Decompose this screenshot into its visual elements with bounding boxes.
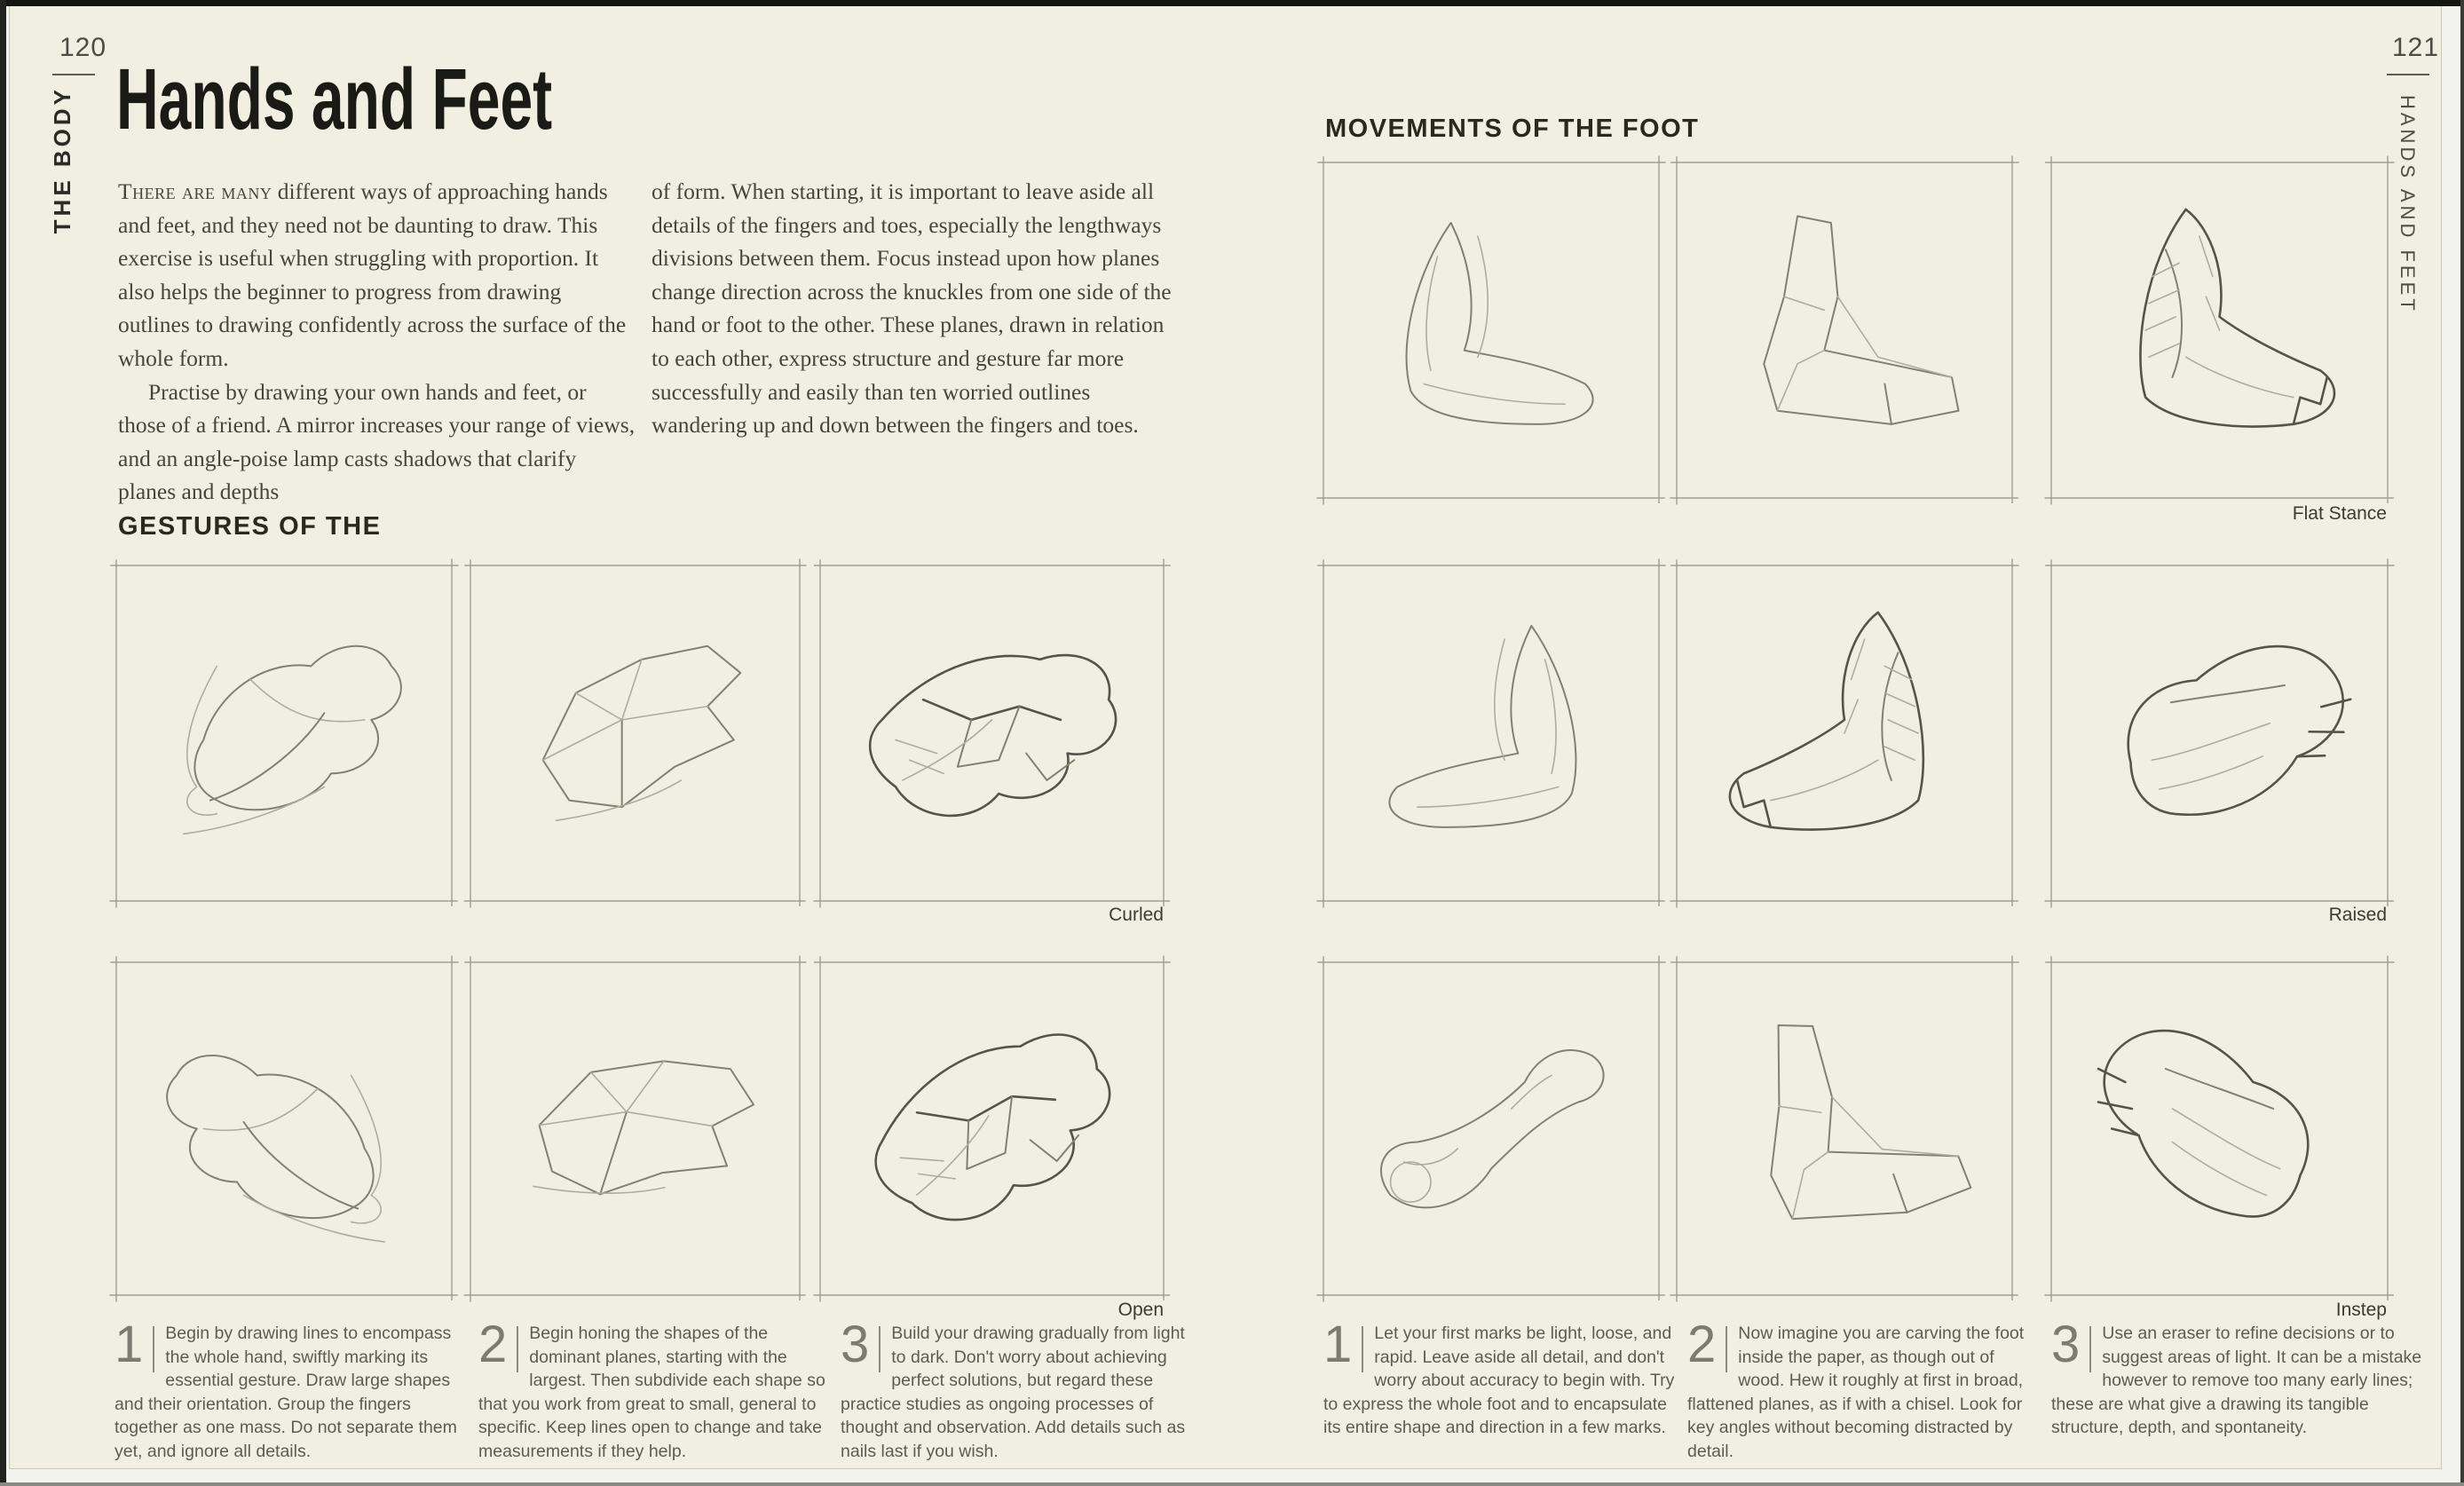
page-number-rule-right xyxy=(2387,74,2429,75)
foot-sketch-top-dark xyxy=(2051,565,2388,901)
hand-sketch-open xyxy=(820,962,1164,1295)
section-heading-movements: MOVEMENTS OF THE FOOT xyxy=(1325,115,1700,143)
sketch-panel-foot-6 xyxy=(2051,565,2388,901)
sketch-panel-hand-6 xyxy=(820,962,1164,1295)
step-number-divider xyxy=(2089,1326,2091,1372)
foot-sketch-front-dark xyxy=(1677,565,2012,901)
caption-curled: Curled xyxy=(1109,905,1164,925)
foot-sketch-sole-dark xyxy=(2051,962,2388,1295)
step-right-3 xyxy=(2051,1316,2435,1440)
step-right-1 xyxy=(1323,1316,1678,1440)
step-number: 3 xyxy=(841,1324,881,1372)
sketch-panel-foot-2 xyxy=(1677,162,2012,498)
step-number: 2 xyxy=(1687,1324,1727,1372)
sketch-panel-foot-5 xyxy=(1677,565,2012,901)
step-left-3 xyxy=(841,1316,1194,1464)
caption-instep: Instep xyxy=(2335,1300,2387,1320)
page-spread xyxy=(10,6,2441,1468)
step-number-divider xyxy=(879,1326,881,1372)
sketch-panel-hand-2 xyxy=(470,565,800,901)
step-number: 3 xyxy=(2051,1324,2091,1372)
step-number: 1 xyxy=(115,1324,154,1372)
hand-sketch-planes-2 xyxy=(470,962,800,1295)
page-number-right: 121 xyxy=(2392,33,2440,62)
side-label-the-body: THE BODY xyxy=(49,86,75,234)
sketch-panel-hand-1 xyxy=(116,565,452,901)
foot-sketch-gesture-curve xyxy=(1323,962,1659,1295)
intro-paragraph-3: of form. When starting, it is important to leave aside all details of the fingers and toes, especially the lengthways divisions between them. Focus instead upon how planes change direction across the knuckles from one side of the hand or foot to the other. These planes, drawn in relation to each other, express structure and gesture far more successfully and easily than ten worried outlines wandering up and down between the fingers and toes. xyxy=(652,178,1172,439)
step-left-2 xyxy=(478,1316,830,1464)
side-label-hands-and-feet: HANDS AND FEET xyxy=(2397,95,2419,314)
sketch-panel-hand-3 xyxy=(820,565,1164,901)
step-text: Now imagine you are carving the foot inside the paper, as though out of wood. Hew it roughly at first in broad, flattened planes, as if with a chisel. Look for key angles without becoming distracted by detail. xyxy=(1687,1324,2025,1461)
foot-sketch-shaded xyxy=(2051,162,2388,498)
intro-lead-smallcaps: There are many xyxy=(118,178,272,204)
step-number-divider xyxy=(1726,1326,1727,1372)
hand-sketch-planes xyxy=(470,565,800,901)
sketch-panel-foot-1 xyxy=(1323,162,1659,498)
foot-sketch-loose-2 xyxy=(1323,565,1659,901)
step-text: Begin by drawing lines to encompass the whole hand, swiftly marking its essential gesture. Draw large shapes and their orientation. Group the fingers together as one mass. Do not separate them yet, and ignore all details. xyxy=(115,1324,457,1461)
caption-raised: Raised xyxy=(2328,905,2387,925)
step-number-divider xyxy=(1362,1326,1363,1372)
foot-sketch-loose xyxy=(1323,162,1659,498)
caption-open: Open xyxy=(1117,1300,1164,1320)
step-number: 1 xyxy=(1323,1324,1363,1372)
step-text: Begin honing the shapes of the dominant planes, starting with the largest. Then subdivide each shape so that you work from great to small, general to specific. Keep lines open to change and take measurements if they help. xyxy=(478,1324,825,1461)
scan-edge-top xyxy=(0,0,2464,6)
step-text: Use an eraser to refine decisions or to suggest areas of light. It can be a mistake however to remove too many early lines; these are what give a drawing its tangible structure, depth, and spontaneity. xyxy=(2051,1324,2422,1438)
scan-edge-right xyxy=(2460,0,2464,1486)
section-heading-gestures: GESTURES OF THE xyxy=(118,512,382,541)
intro-column-1 xyxy=(118,175,638,509)
scan-edge-left xyxy=(0,0,6,1486)
sketch-panel-foot-4 xyxy=(1323,565,1659,901)
scan-edge-bottom xyxy=(0,1482,2464,1486)
caption-flat-stance: Flat Stance xyxy=(2292,503,2387,524)
step-number: 2 xyxy=(478,1324,518,1372)
foot-sketch-planes xyxy=(1677,162,2012,498)
hand-sketch-loose xyxy=(116,565,452,901)
page-title: Hands and Feet xyxy=(116,51,553,147)
step-text: Build your drawing gradually from light to dark. Don't worry about achieving perfect solutions, but regard these practice studies as ongoing processes of thought and observation. Add details such as nails last if you wish. xyxy=(841,1324,1186,1461)
sketch-panel-foot-9 xyxy=(2051,962,2388,1295)
step-number-divider xyxy=(517,1326,518,1372)
intro-column-2 xyxy=(652,175,1181,442)
step-left-1 xyxy=(115,1316,466,1464)
hand-sketch-curled xyxy=(820,565,1164,901)
sketch-panel-hand-5 xyxy=(470,962,800,1295)
step-text: Let your first marks be light, loose, and rapid. Leave aside all detail, and don't worry about accuracy to begin with. Try to express the whole foot and to encapsulate its entire shape and direction in a few marks. xyxy=(1323,1324,1675,1438)
sketch-panel-foot-8 xyxy=(1677,962,2012,1295)
sketch-panel-foot-3 xyxy=(2051,162,2388,498)
intro-paragraph-2: Practise by drawing your own hands and feet, or those of a friend. A mirror increases your range of views, and an angle-poise lamp casts shadows that clarify planes and depths xyxy=(118,378,636,505)
foot-sketch-carved xyxy=(1677,962,2012,1295)
page-number-rule-left xyxy=(52,74,95,75)
sketch-panel-foot-7 xyxy=(1323,962,1659,1295)
sketch-panel-hand-4 xyxy=(116,962,452,1295)
intro-paragraph-1: There are many different ways of approaching hands and feet, and they need not be daunting to draw. This exercise is useful when struggling with proportion. It also helps the beginner to progress from drawing outlines to drawing confidently across the surface of the whole form. xyxy=(118,178,627,371)
page-number-left: 120 xyxy=(59,33,107,62)
step-right-2 xyxy=(1687,1316,2042,1464)
step-number-divider xyxy=(153,1326,154,1372)
hand-sketch-loose-2 xyxy=(116,962,452,1295)
